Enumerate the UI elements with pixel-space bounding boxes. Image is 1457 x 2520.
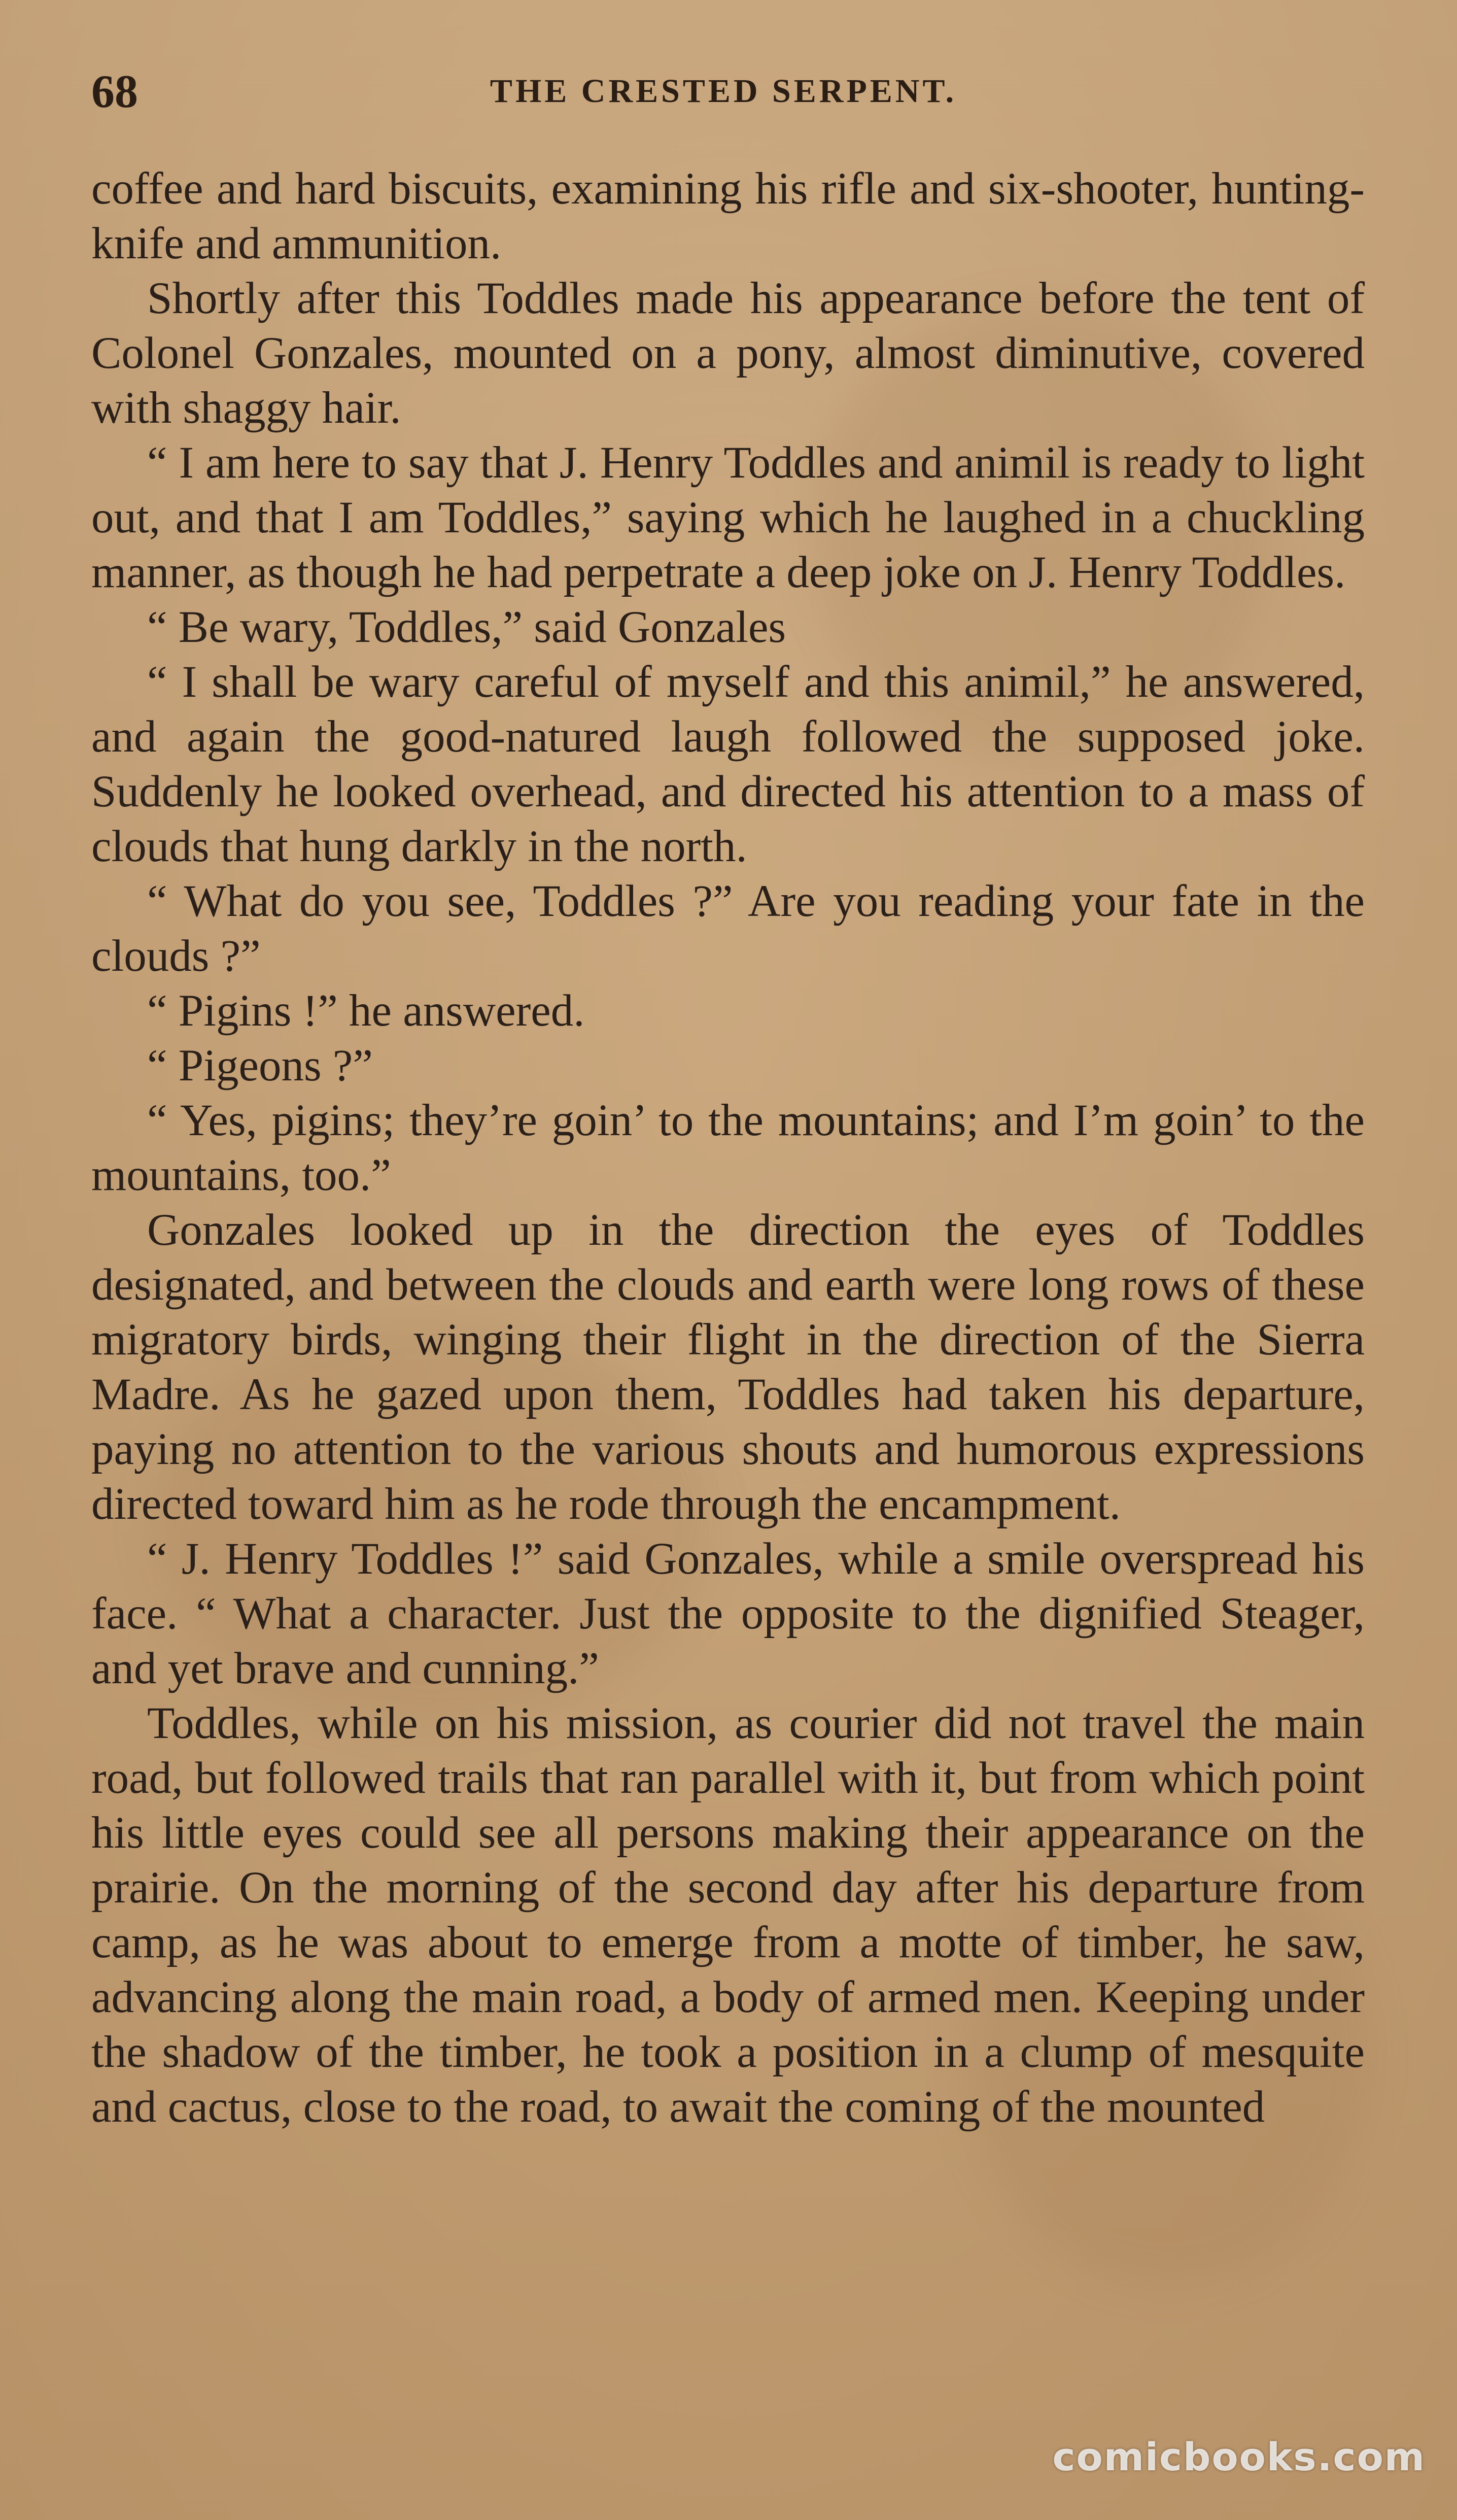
page-header xyxy=(91,61,1356,122)
paragraph: “ J. Henry Toddles !” said Gonzales, while a smile overspread his face. “ What a character. Just the opposite to the dignified Steager, and yet brave and cunning.” xyxy=(91,1534,1365,1693)
paragraph: Toddles, while on his mission, as courier did not travel the main road, but followed trails that ran parallel with it, but from which point his little eyes could see all persons making their appearance on the prairie. On the morning of the second day after his departure from camp, as he was about to emerge from a motte of timber, he saw, advancing along the main road, a body of armed men. Keeping under the shadow of the timber, he took a position in a clump of mesquite and cactus, close to the road, to await the coming of the mounted xyxy=(91,1698,1365,2132)
site-watermark: comicbooks.com xyxy=(1052,2434,1426,2479)
paragraph: “ I shall be wary careful of myself and this animil,” he answered, and again the good-natured laugh followed the supposed joke. Suddenly he looked overhead, and directed his attention to a mass of clouds that hung darkly in the north. xyxy=(91,657,1365,871)
page-number: 68 xyxy=(91,65,138,117)
paragraph: “ I am here to say that J. Henry Toddles and animil is ready to light out, and that I am Toddles,” saying which he laughed in a chuckling manner, as though he had perpetrate a deep joke on J. Henry Toddles. xyxy=(91,438,1365,597)
paragraph: Gonzales looked up in the direction the eyes of Toddles designated, and between the clouds and earth were long rows of these migratory birds, winging their flight in the direction of the Sierra Madre. As he gazed upon them, Toddles had taken his departure, paying no attention to the various shouts and humorous expressions directed toward him as he rode through the encampment. xyxy=(91,1205,1365,1529)
running-head: THE CRESTED SERPENT. xyxy=(490,73,957,110)
paragraph: Shortly after this Toddles made his appearance before the tent of Colonel Gonzales, mounted on a pony, almost diminutive, covered with shaggy hair. xyxy=(91,274,1365,433)
paragraph: “ Be wary, Toddles,” said Gonzales xyxy=(147,602,786,652)
paragraph: “ Pigins !” he answered. xyxy=(147,986,585,1036)
paragraph: “ What do you see, Toddles ?” Are you reading your fate in the clouds ?” xyxy=(91,876,1365,981)
body-text xyxy=(91,161,1365,2134)
paragraph: “ Pigeons ?” xyxy=(147,1041,373,1091)
paragraph: coffee and hard biscuits, examining his rifle and six-shooter, hunting-knife and ammunition. xyxy=(91,164,1365,268)
paragraph: “ Yes, pigins; they’re goin’ to the mountains; and I’m goin’ to the mountains, too.” xyxy=(91,1096,1365,1200)
